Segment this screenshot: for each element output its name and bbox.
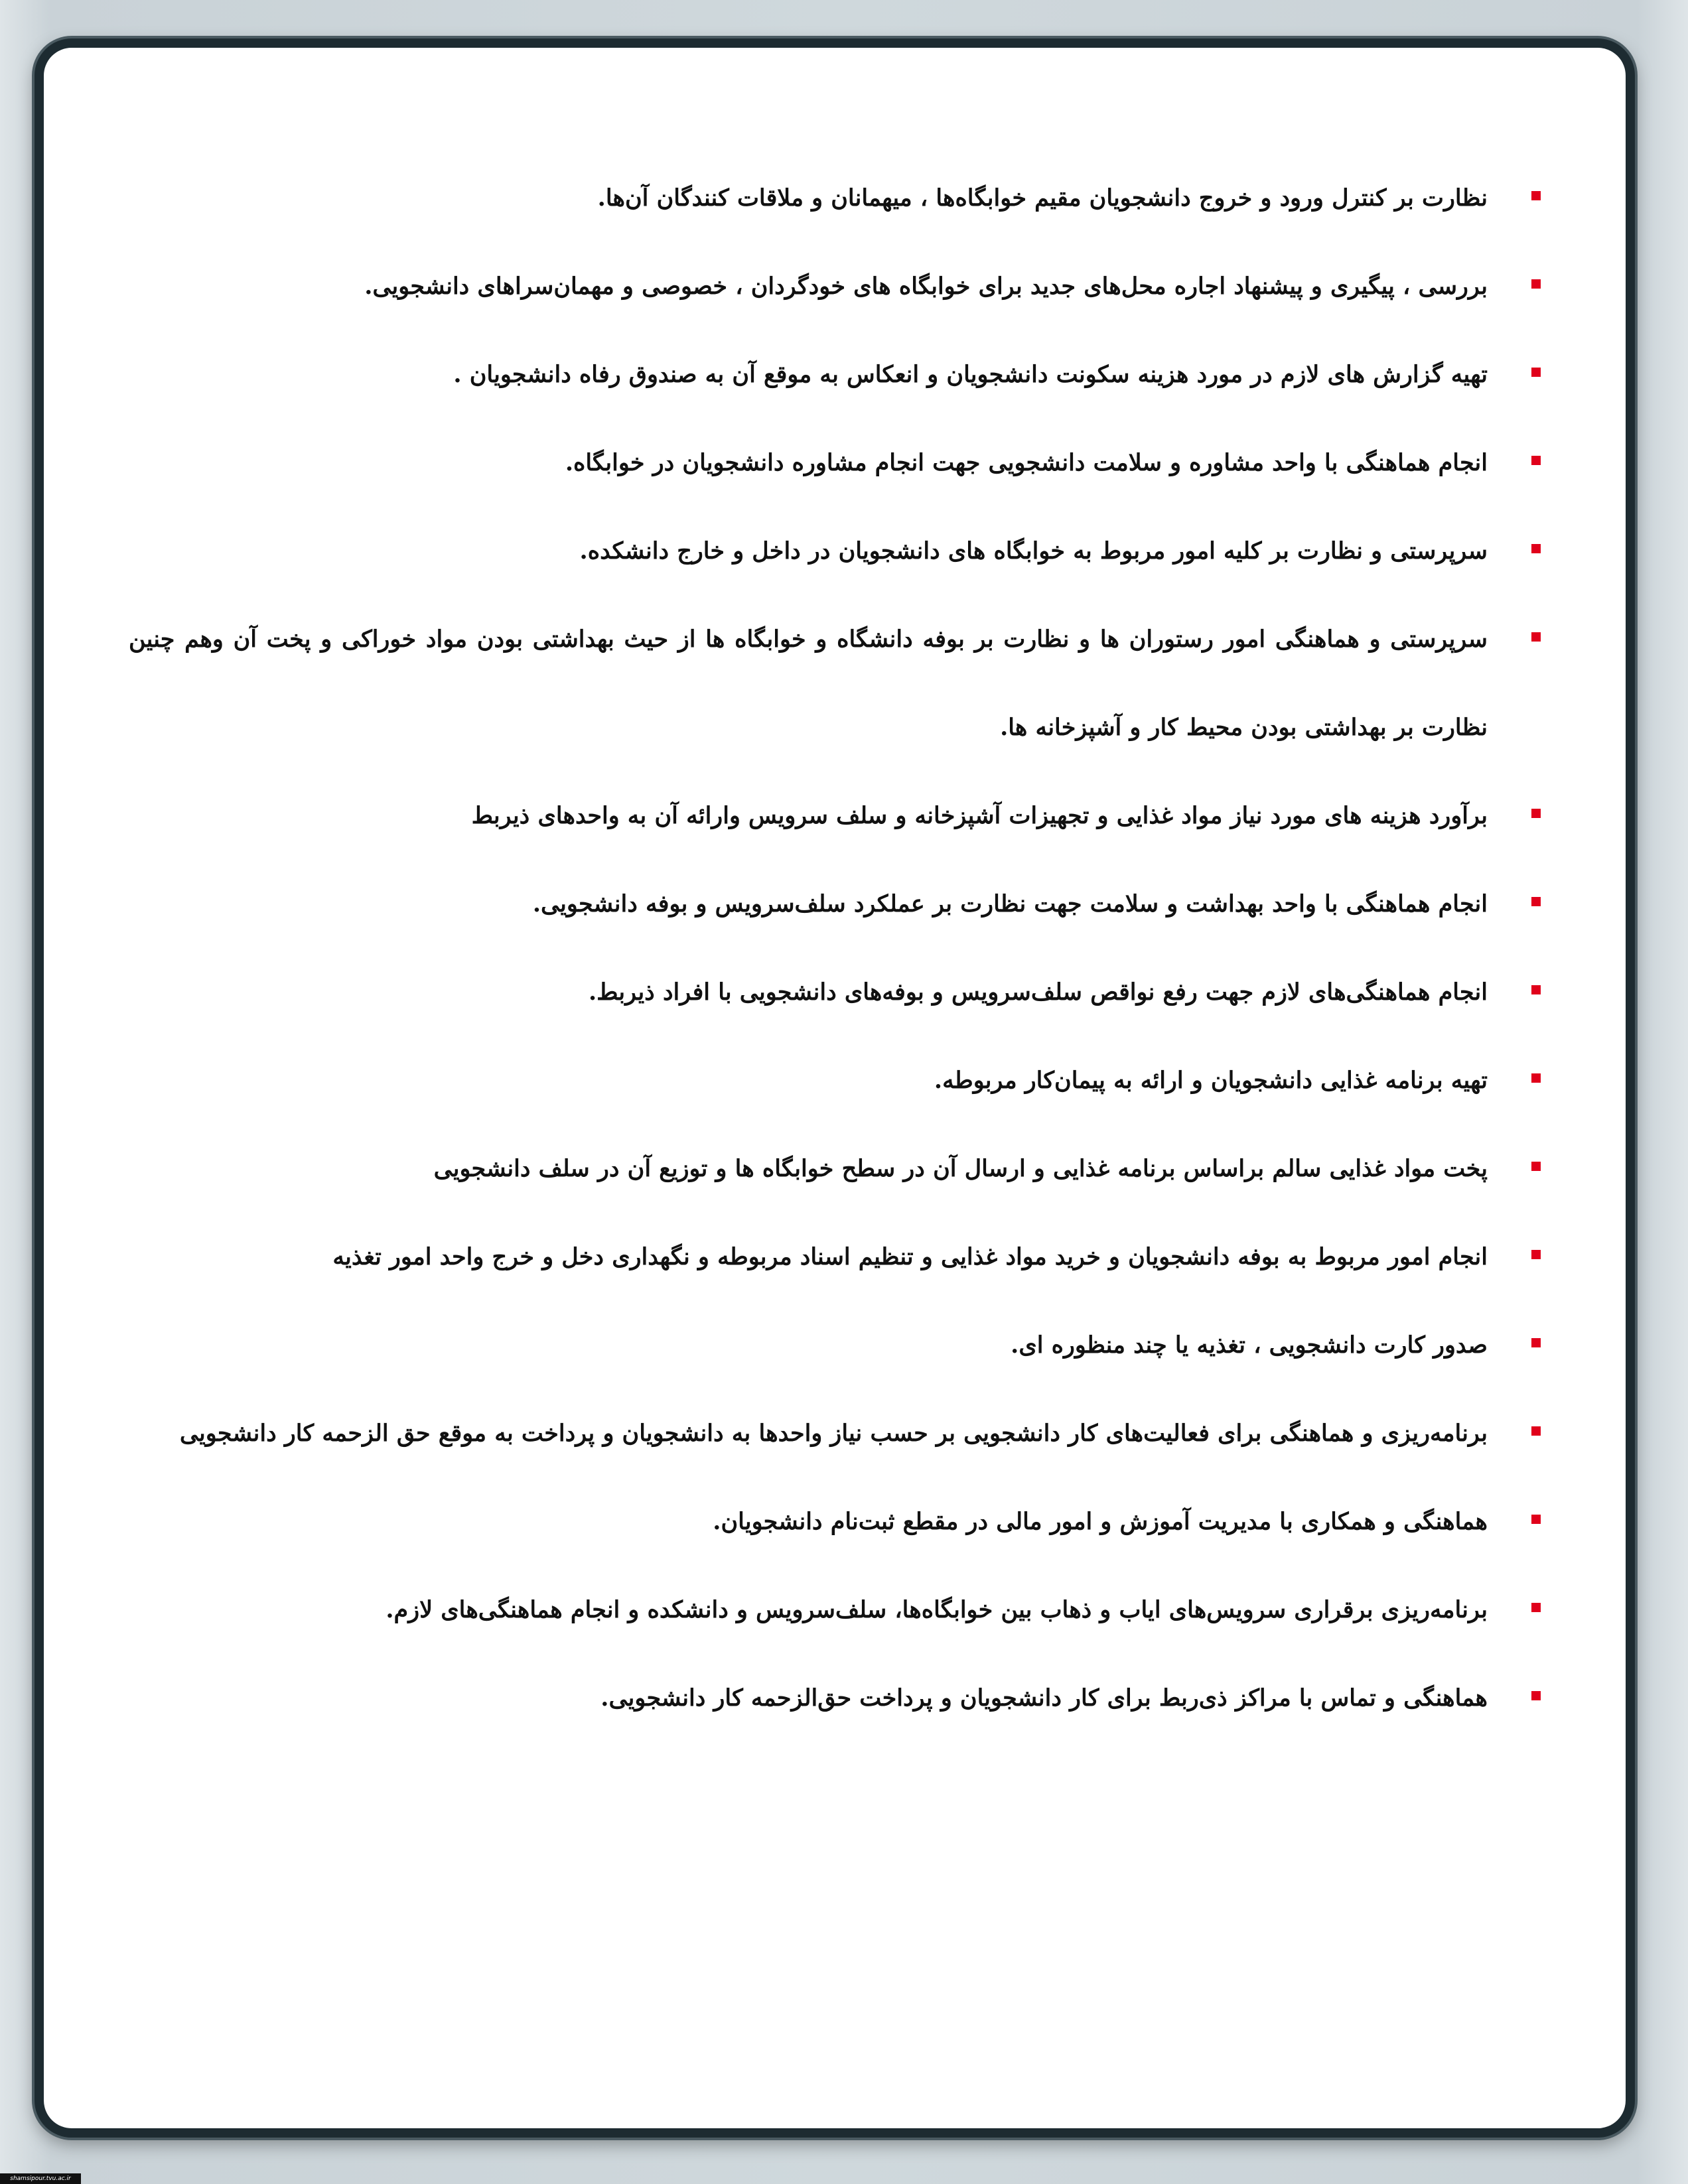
square-bullet-icon xyxy=(1531,544,1541,553)
list-item-text: بررسی ، پیگیری و پیشنهاد اجاره محل‌های جدید برای خوابگاه های خودگردان ، خصوصی و مهمان‌سراهای دانشجویی. xyxy=(364,273,1488,300)
square-bullet-icon xyxy=(1531,1603,1541,1612)
duties-list xyxy=(129,154,1541,1742)
document-frame xyxy=(35,38,1635,2138)
list-item-text: هماهنگی و همکاری با مدیریت آموزش و امور مالی در مقطع ثبت‌نام دانشجویان. xyxy=(713,1508,1488,1535)
square-bullet-icon xyxy=(1531,1073,1541,1083)
square-bullet-icon xyxy=(1531,1250,1541,1259)
list-item xyxy=(129,1389,1541,1477)
list-item-text: انجام هماهنگی با واحد بهداشت و سلامت جهت نظارت بر عملکرد سلف‌سرویس و بوفه دانشجویی. xyxy=(532,890,1488,918)
list-item-text: تهیه گزارش های لازم در مورد هزینه سکونت دانشجویان و انعکاس به موقع آن به صندوق رفاه دانشجویان . xyxy=(453,361,1488,388)
list-item-text: نظارت بر کنترل ورود و خروج دانشجویان مقیم خوابگاه‌ها ، میهمانان و ملاقات کنندگان آن‌ها. xyxy=(597,184,1488,212)
list-item-text: برنامه‌ریزی برقراری سرویس‌های ایاب و ذهاب بین خوابگاه‌ها، سلف‌سرویس و دانشکده و انجام هماهنگی‌های لازم. xyxy=(386,1596,1488,1623)
square-bullet-icon xyxy=(1531,632,1541,642)
list-item-text: برنامه‌ریزی و هماهنگی برای فعالیت‌های کار دانشجویی بر حسب نیاز واحدها به دانشجویان و پرداخت به موقع حق الزحمه کار دانشجویی xyxy=(179,1420,1488,1447)
square-bullet-icon xyxy=(1531,191,1541,200)
square-bullet-icon xyxy=(1531,1515,1541,1524)
square-bullet-icon xyxy=(1531,1691,1541,1700)
list-item xyxy=(129,595,1541,772)
list-item xyxy=(129,1654,1541,1742)
list-item xyxy=(129,948,1541,1036)
square-bullet-icon xyxy=(1531,1426,1541,1436)
list-item-text: سرپرستی و نظارت بر کلیه امور مربوط به خوابگاه های دانشجویان در داخل و خارج دانشکده. xyxy=(579,537,1488,565)
list-item xyxy=(129,772,1541,860)
list-item-text: سرپرستی و هماهنگی امور رستوران ها و نظارت بر بوفه دانشگاه و خوابگاه ها از حیث بهداشتی بودن مواد خوراکی و پخت آن وهم چنین نظارت بر بهداشتی بودن محیط کار و آشپزخانه ها. xyxy=(129,626,1488,741)
list-item xyxy=(129,419,1541,507)
list-item xyxy=(129,1301,1541,1389)
list-item-text: هماهنگی و تماس با مراکز ذی‌ربط برای کار دانشجویان و پرداخت حق‌الزحمه کار دانشجویی. xyxy=(600,1684,1488,1712)
site-watermark: shamsipour.tvu.ac.ir xyxy=(0,2173,81,2184)
square-bullet-icon xyxy=(1531,456,1541,465)
list-item xyxy=(129,1036,1541,1125)
document-content xyxy=(129,154,1541,1742)
square-bullet-icon xyxy=(1531,1338,1541,1347)
list-item xyxy=(129,860,1541,948)
list-item xyxy=(129,330,1541,419)
square-bullet-icon xyxy=(1531,809,1541,818)
list-item-text: انجام امور مربوط به بوفه دانشجویان و خرید مواد غذایی و تنظیم اسناد مربوطه و نگهداری دخل و خرج واحد امور تغذیه xyxy=(332,1243,1488,1270)
square-bullet-icon xyxy=(1531,1162,1541,1171)
list-item xyxy=(129,1213,1541,1301)
square-bullet-icon xyxy=(1531,897,1541,906)
list-item-text: انجام هماهنگی با واحد مشاوره و سلامت دانشجویی جهت انجام مشاوره دانشجویان در خوابگاه. xyxy=(565,449,1488,476)
square-bullet-icon xyxy=(1531,368,1541,377)
list-item xyxy=(129,1125,1541,1213)
list-item xyxy=(129,242,1541,330)
list-item xyxy=(129,154,1541,242)
square-bullet-icon xyxy=(1531,985,1541,994)
list-item-text: پخت مواد غذایی سالم براساس برنامه غذایی و ارسال آن در سطح خوابگاه ها و توزیع آن در سلف دانشجویی xyxy=(433,1155,1488,1182)
list-item-text: انجام هماهنگی‌های لازم جهت رفع نواقص سلف‌سرویس و بوفه‌های دانشجویی با افراد ذیربط. xyxy=(588,979,1488,1006)
list-item-text: تهیه برنامه غذایی دانشجویان و ارائه به پیمان‌کار مربوطه. xyxy=(934,1067,1488,1094)
square-bullet-icon xyxy=(1531,279,1541,289)
list-item-text: صدور کارت دانشجویی ، تغذیه یا چند منظوره ای. xyxy=(1011,1331,1488,1359)
list-item xyxy=(129,507,1541,595)
list-item-text: برآورد هزینه های مورد نیاز مواد غذایی و تجهیزات آشپزخانه و سلف سرویس وارائه آن به واحدهای ذیربط xyxy=(471,802,1488,829)
list-item xyxy=(129,1566,1541,1654)
list-item xyxy=(129,1477,1541,1566)
